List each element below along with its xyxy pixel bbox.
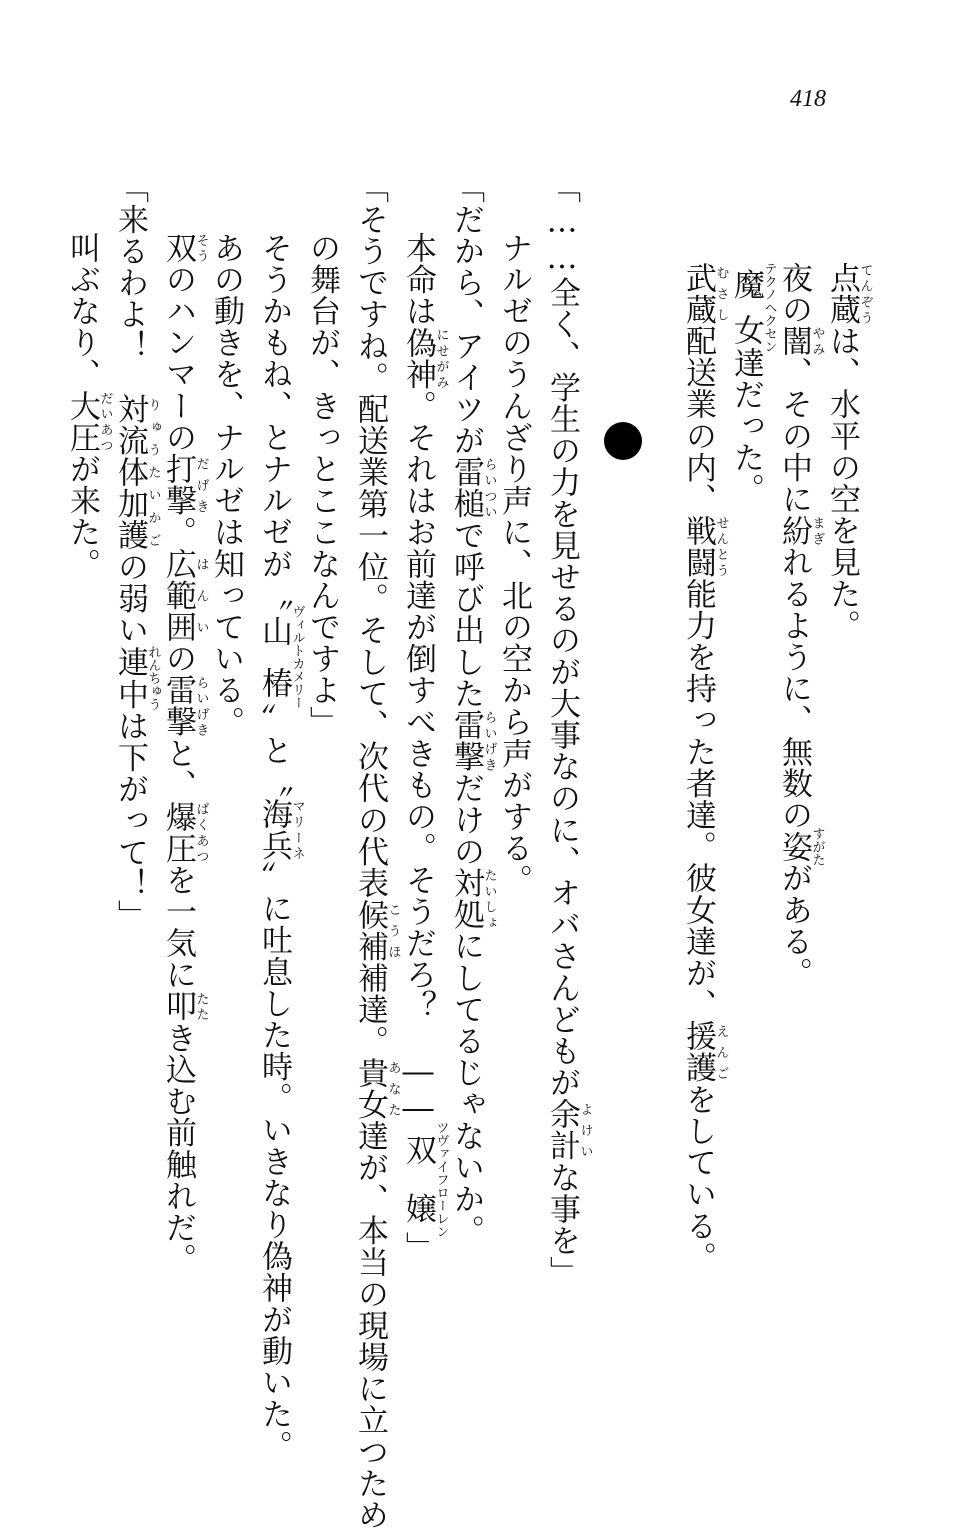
ruby-dageki: 打撃だげき [160, 453, 209, 517]
ruby-taisho: 対処たいしょ [448, 867, 497, 931]
text-line-10: の舞台が、きっとここなんですよ」 [304, 232, 340, 738]
text-line-4: 武蔵むさし配送業の内、戦闘せんとう能力を持った者達。彼女達が、援護えんごをしている。 [680, 262, 729, 1274]
ruby-musashi: 武蔵むさし [680, 262, 729, 326]
ruby-yokei: 余計よけい [544, 1098, 593, 1162]
ruby-technohexen: 魔女テクノヘクセン [728, 262, 777, 353]
ruby-daiatsu: 大圧だいあつ [64, 390, 113, 454]
text-line-1: 点蔵てんぞうは、水平の空を見た。 [824, 262, 873, 642]
ruby-kouho: 候補こうほ [352, 898, 401, 963]
text-line-14: 「来るわよ！ 対流体加護りゅうたいかごの弱い連中れんちゅうは下がって！」 [112, 172, 161, 932]
ruby-tata: 叩たた [160, 990, 209, 1023]
text-line-8: 本命は偽神にせがみ。それはお前達が倒すべきもの。そうだろ？ ――双嬢ツヴァイフローレン」 [400, 232, 449, 1264]
text-line-3: 魔女テクノヘクセン達だった。 [728, 262, 777, 505]
ruby-wildkamelie: 山椿ヴィルトカメリー [256, 605, 305, 710]
ruby-raigeki-2: 雷撃らいげき [160, 674, 209, 738]
ruby-zweifrauen: 双嬢ツヴァイフローレン [400, 1120, 449, 1238]
ruby-engo: 援護えんご [680, 1020, 729, 1084]
ruby-yami: 闇やみ [776, 325, 825, 357]
ruby-sou: 双そう [160, 232, 209, 264]
ruby-sentou: 戦闘せんとう [680, 514, 729, 579]
ruby-magi: 紛まぎ [776, 514, 825, 547]
ruby-bakuatsu: 爆圧ばくあつ [160, 800, 209, 865]
ruby-raigeki: 雷撃らいげき [448, 709, 497, 773]
page-number: 418 [790, 86, 826, 112]
text-line-15: 叫ぶなり、大圧だいあつが来た。 [64, 232, 113, 580]
text-line-6: ナルゼのうんざり声に、北の空から声がする。 [496, 232, 532, 896]
ruby-sugata: 姿すがた [776, 827, 825, 867]
text-line-7: 「だから、アイツが雷槌らいついで呼び出した雷撃らいげきだけの対処たいしょにしてるじゃないか。 [448, 172, 497, 1247]
text-line-2: 夜の闇やみ、その中に紛まぎれるように、無数の姿すがたがある。 [776, 262, 825, 989]
text-line-5: 「……全く、学生の力を見せるのが大事なのに、オバさんどもが余計よけいな事を」 [544, 172, 593, 1289]
ruby-tenzou: 点蔵てんぞう [824, 262, 873, 326]
ruby-renchuu: 連中れんちゅう [112, 645, 161, 711]
text-line-9: 「そうですね。配送業第一位。そして、次代の代表候補こうほ補達。貴女あなた達が、本当の現場に立つため [352, 172, 401, 1531]
text-line-11: そうかもね、とナルゼが〝山椿ヴィルトカメリー〟と〝海兵マリーネ〟に吐息した時。いきなり偽神が動いた。 [256, 232, 305, 1462]
ruby-ryuutaikago: 対流体加護りゅうたいかご [112, 393, 161, 552]
text-line-12: あの動きを、ナルゼは知っている。 [208, 232, 244, 738]
section-break-dot [604, 422, 642, 460]
ruby-marine: 海兵マリーネ [256, 798, 305, 862]
ruby-raitsui: 雷槌らいつい [448, 456, 497, 520]
ruby-anata: 貴女あなた [352, 1056, 401, 1121]
ruby-hani: 広範囲はんい [160, 548, 209, 643]
text-line-13: 双そうのハンマーの打撃だげき。広範囲はんいの雷撃らいげきと、爆圧ばくあつを一気に叩たたき込む前触れだ。 [160, 232, 209, 1275]
ruby-nisegami: 偽神にせがみ [400, 326, 449, 391]
